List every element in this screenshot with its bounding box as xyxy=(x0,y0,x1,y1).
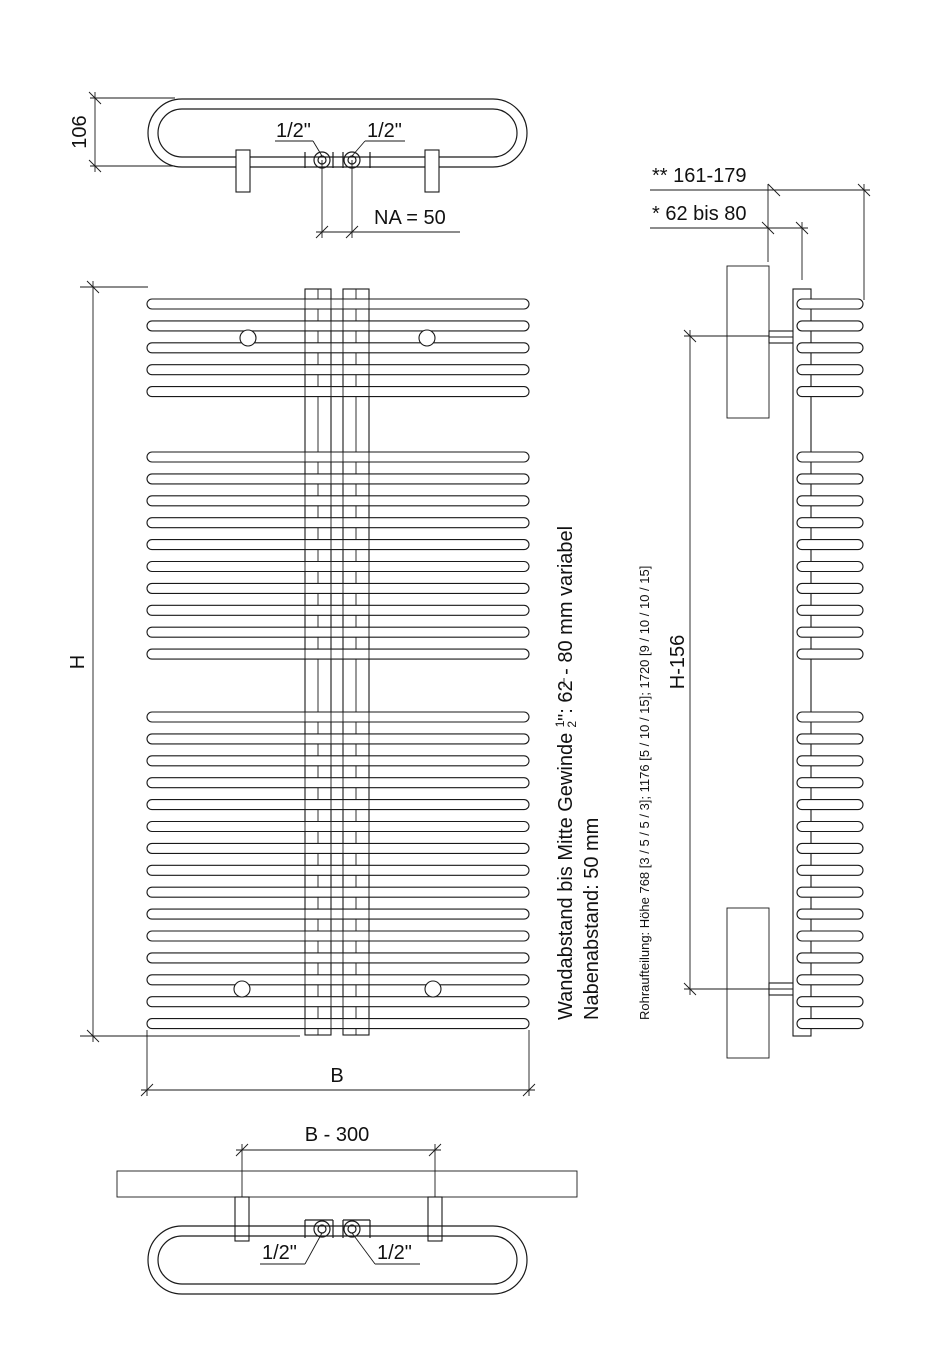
height-label: H xyxy=(67,654,89,670)
hub-distance-label: NA = 50 xyxy=(374,207,446,229)
side-tube xyxy=(797,931,863,941)
top-view xyxy=(69,92,527,238)
bracket-mount xyxy=(234,981,250,997)
tube-layout-note: Rohraufteilung: Höhe 768 [3 / 5 / 5 / 3]; 1176 [5 / 10 / 15]; 1720 [9 / 10 / 10 / 15] xyxy=(637,565,652,1020)
total-depth-label: ** 161-179 xyxy=(652,165,747,187)
side-collector xyxy=(793,289,811,1036)
side-tube xyxy=(797,562,863,572)
side-tube xyxy=(797,452,863,462)
side-tube xyxy=(797,712,863,722)
side-tube xyxy=(797,583,863,593)
side-tube xyxy=(797,343,863,353)
heating-tube xyxy=(147,931,529,941)
bottom-right-valve-label: 1/2" xyxy=(377,1242,412,1264)
right-valve-label: 1/2" xyxy=(367,120,402,142)
side-tube xyxy=(797,474,863,484)
heating-tube xyxy=(147,583,529,593)
side-tube xyxy=(797,540,863,550)
side-tube xyxy=(797,975,863,985)
heating-tubes xyxy=(147,299,529,1029)
bracket-distance-label: H-156 xyxy=(667,634,689,690)
side-tube xyxy=(797,997,863,1007)
side-tube xyxy=(797,843,863,853)
bracket-spacing-label: B - 300 xyxy=(304,1124,370,1146)
heating-tube xyxy=(147,778,529,788)
bottom-view xyxy=(117,1124,577,1294)
side-view xyxy=(650,165,870,1058)
side-tube xyxy=(797,1019,863,1029)
heating-tube xyxy=(147,518,529,528)
side-tube xyxy=(797,909,863,919)
heating-tube xyxy=(147,822,529,832)
bracket-mount xyxy=(240,330,256,346)
bracket-mount xyxy=(419,330,435,346)
heating-tube xyxy=(147,734,529,744)
valve-icon xyxy=(314,1221,330,1237)
heating-tube xyxy=(147,953,529,963)
heating-tube xyxy=(147,474,529,484)
front-view xyxy=(67,281,535,1096)
heating-tube xyxy=(147,997,529,1007)
wall-distance-label: * 62 bis 80 xyxy=(652,203,747,225)
wall-lower xyxy=(727,908,769,1058)
wall-bottom xyxy=(117,1171,577,1197)
heating-tube xyxy=(147,321,529,331)
left-valve-label: 1/2" xyxy=(276,120,311,142)
heating-tube xyxy=(147,712,529,722)
side-tube xyxy=(797,822,863,832)
side-tube xyxy=(797,953,863,963)
side-tube xyxy=(797,387,863,397)
bracket-mount xyxy=(425,981,441,997)
side-tube xyxy=(797,321,863,331)
width-label: B xyxy=(330,1065,344,1087)
depth-label: 106 xyxy=(69,115,91,149)
heating-tube xyxy=(147,649,529,659)
hub-distance-note: Nabenabstand: 50 mm xyxy=(581,817,603,1020)
heating-tube xyxy=(147,865,529,875)
heating-tube xyxy=(147,909,529,919)
side-tube xyxy=(797,865,863,875)
side-tube xyxy=(797,734,863,744)
side-tube xyxy=(797,887,863,897)
heating-tube xyxy=(147,627,529,637)
side-tube xyxy=(797,496,863,506)
side-tube xyxy=(797,627,863,637)
heating-tube xyxy=(147,343,529,353)
heating-tube xyxy=(147,299,529,309)
heating-tube xyxy=(147,975,529,985)
side-tube xyxy=(797,299,863,309)
side-tube xyxy=(797,756,863,766)
heating-tube xyxy=(147,1019,529,1029)
heating-tube xyxy=(147,887,529,897)
heating-tube xyxy=(147,800,529,810)
notes xyxy=(553,526,652,1020)
side-tube xyxy=(797,800,863,810)
side-tube xyxy=(797,518,863,528)
heating-tube xyxy=(147,562,529,572)
wall-upper xyxy=(727,266,769,418)
valve-icon xyxy=(344,1221,360,1237)
heating-tube xyxy=(147,496,529,506)
heating-tube xyxy=(147,605,529,615)
heating-tube xyxy=(147,452,529,462)
side-tube xyxy=(797,605,863,615)
heating-tube xyxy=(147,843,529,853)
heating-tube xyxy=(147,387,529,397)
side-tube xyxy=(797,365,863,375)
heating-tube xyxy=(147,365,529,375)
wall-distance-note: Wandabstand bis Mitte Gewinde $^1$2": 62 - 80 mm variabel xyxy=(553,525,579,1020)
bottom-left-valve-label: 1/2" xyxy=(262,1242,297,1264)
side-tube xyxy=(797,778,863,788)
heating-tube xyxy=(147,540,529,550)
heating-tube xyxy=(147,756,529,766)
side-tube xyxy=(797,649,863,659)
